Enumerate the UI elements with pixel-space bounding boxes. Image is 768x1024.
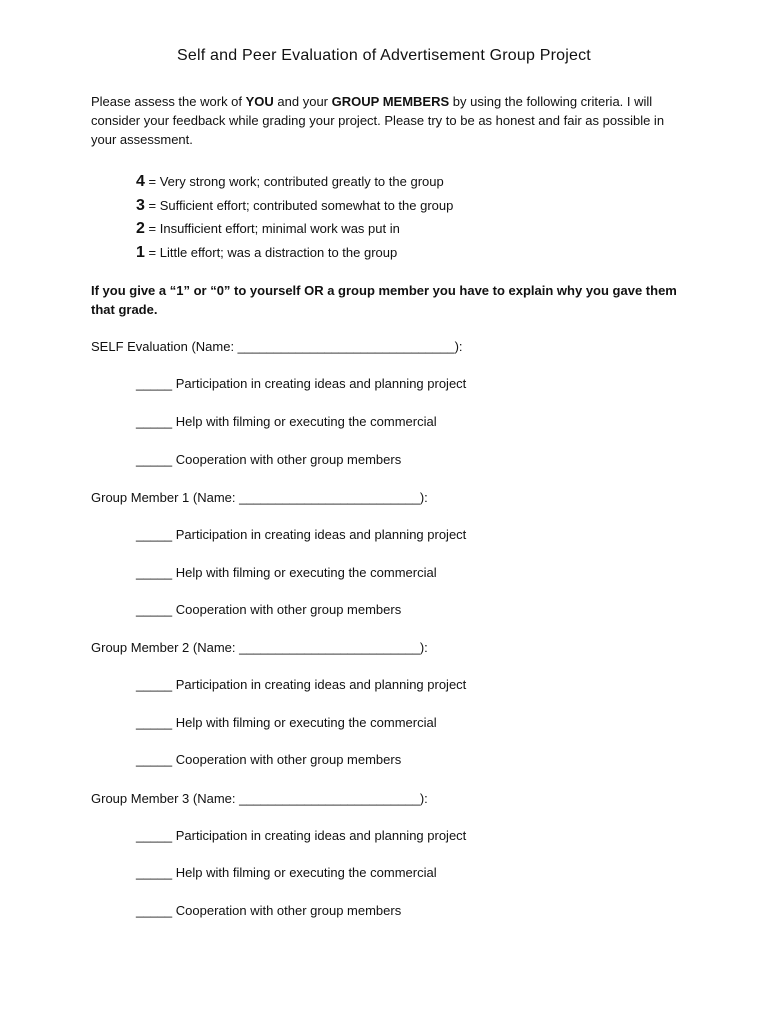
criterion-filming[interactable]: _____ Help with filming or executing the commercial <box>136 715 437 730</box>
criterion-cooperation[interactable]: _____ Cooperation with other group members <box>136 752 402 767</box>
scale-description: = Insufficient effort; minimal work was put in <box>144 221 400 236</box>
group-member-2-heading[interactable]: Group Member 2 (Name: _________________________): <box>91 640 428 655</box>
self-evaluation-section <box>91 338 691 467</box>
criterion-cooperation[interactable]: _____ Cooperation with other group members <box>136 903 402 918</box>
criterion-filming[interactable]: _____ Help with filming or executing the commercial <box>136 414 437 429</box>
scale-item <box>136 217 656 241</box>
scale-description: = Sufficient effort; contributed somewhat to the group <box>144 197 454 213</box>
scale-item <box>136 194 656 218</box>
scale-description: = Little effort; was a distraction to the group <box>144 244 398 260</box>
scale-number: 3 <box>136 196 145 214</box>
intro-paragraph <box>91 92 691 149</box>
group-member-1-section <box>91 489 691 617</box>
group-member-2-section <box>91 639 691 767</box>
criterion-cooperation[interactable]: _____ Cooperation with other group members <box>136 602 402 617</box>
scale-number: 2 <box>136 220 145 237</box>
page-title: Self and Peer Evaluation of Advertisement Group Project <box>177 47 591 64</box>
criterion-participation[interactable]: _____ Participation in creating ideas and planning project <box>136 828 467 843</box>
self-evaluation-heading[interactable]: SELF Evaluation (Name: ______________________________): <box>91 339 463 354</box>
grading-scale <box>136 170 656 264</box>
scale-item <box>136 170 656 194</box>
criterion-filming[interactable]: _____ Help with filming or executing the commercial <box>136 565 437 580</box>
criterion-cooperation[interactable]: _____ Cooperation with other group members <box>136 452 402 467</box>
criterion-participation[interactable]: _____ Participation in creating ideas and planning project <box>136 376 467 391</box>
explanation-warning: If you give a “1” or “0” to yourself OR a group member you have to explain why you gave them that grade. <box>91 283 677 317</box>
intro-text-1: Please assess the work of <box>91 94 246 109</box>
criterion-filming[interactable]: _____ Help with filming or executing the commercial <box>136 865 437 880</box>
scale-description: = Very strong work; contributed greatly to the group <box>144 174 444 189</box>
intro-text-2: and your <box>273 94 332 109</box>
intro-you: YOU <box>245 94 274 109</box>
scale-number: 1 <box>136 243 145 261</box>
intro-text-3: by using the following criteria. I will consider your feedback while grading your project. Please try to be as honest and fair as possible in your assessment. <box>91 94 665 147</box>
group-member-3-heading[interactable]: Group Member 3 (Name: _________________________): <box>91 791 428 806</box>
group-member-3-section <box>91 790 691 918</box>
criterion-participation[interactable]: _____ Participation in creating ideas and planning project <box>136 677 467 692</box>
criterion-participation[interactable]: _____ Participation in creating ideas and planning project <box>136 527 467 542</box>
group-member-1-heading[interactable]: Group Member 1 (Name: _________________________): <box>91 490 428 505</box>
intro-group-members: GROUP MEMBERS <box>331 94 450 109</box>
scale-item <box>136 241 656 265</box>
scale-number: 4 <box>136 173 145 190</box>
